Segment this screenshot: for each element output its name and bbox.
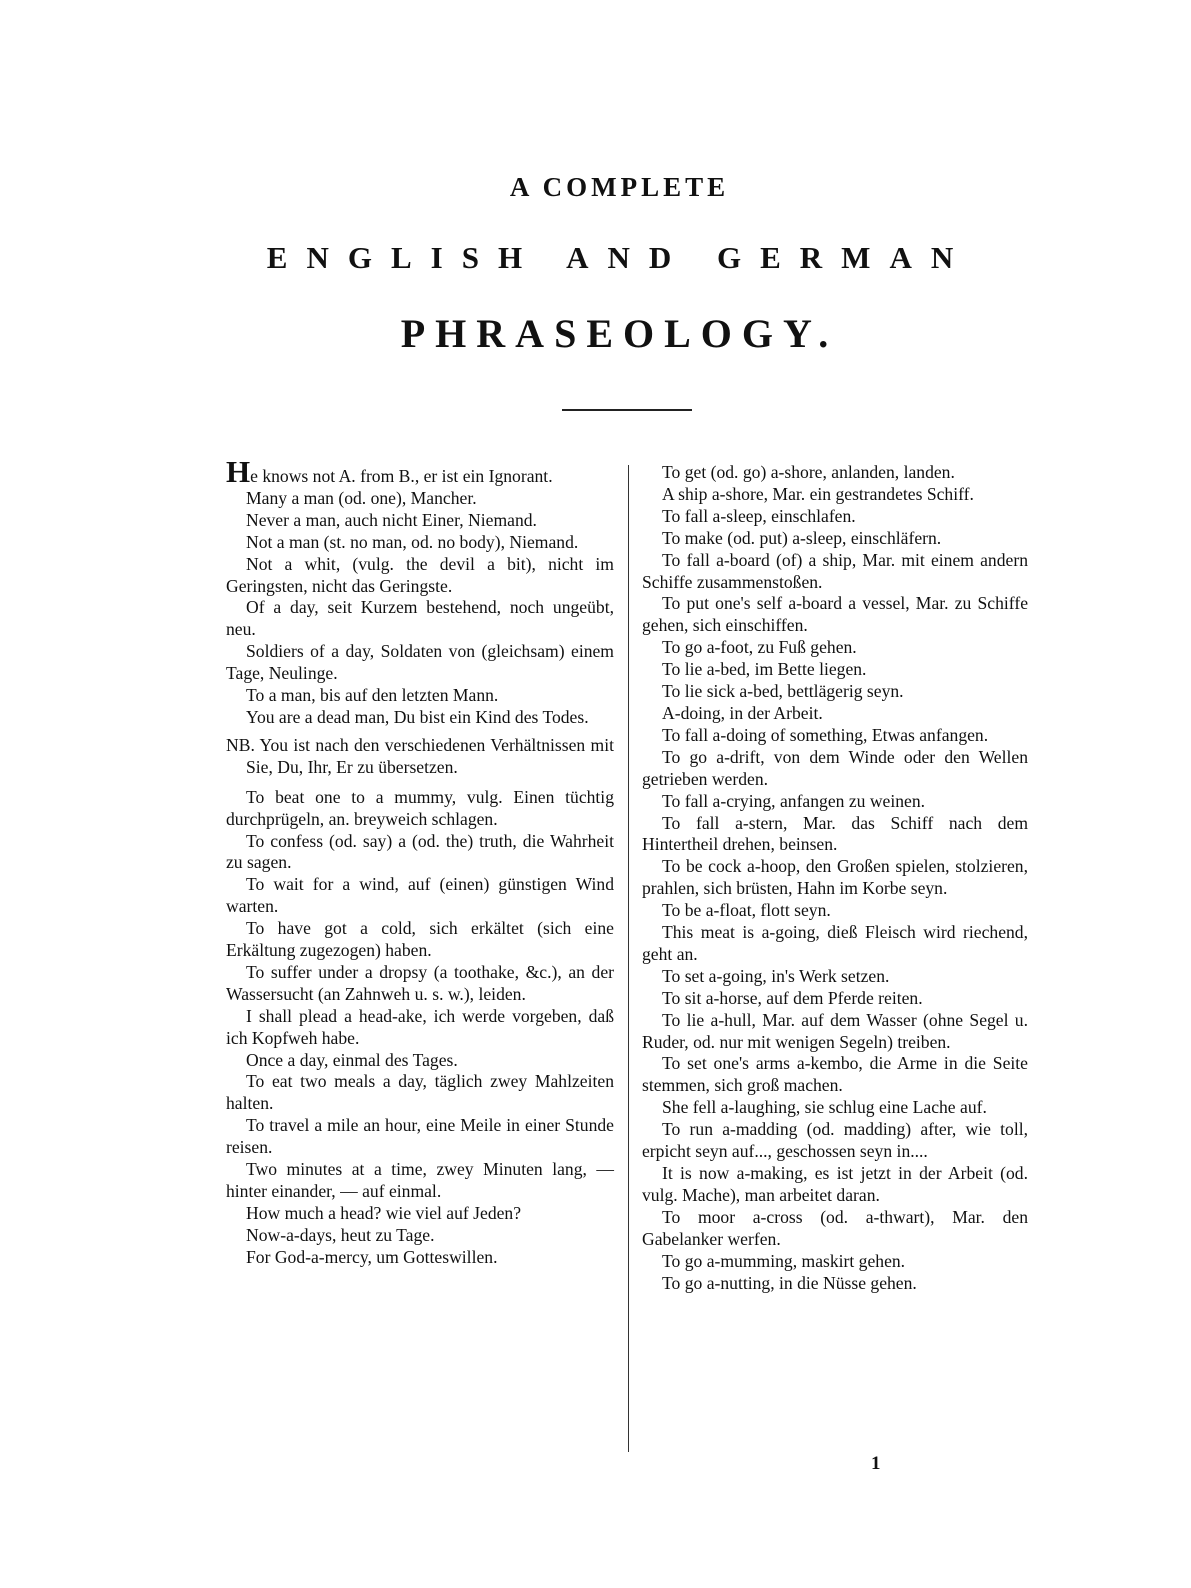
entry: Of a day, seit Kurzem bestehend, noch ungeübt, neu. bbox=[226, 597, 614, 640]
entry: To lie a-bed, im Bette liegen. bbox=[662, 659, 867, 680]
entry: This meat is a-going, dieß Fleisch wird riechend, geht an. bbox=[642, 922, 1028, 964]
entry: To moor a-cross (od. a-thwart), Mar. den Gabelanker werfen. bbox=[642, 1206, 1028, 1249]
entry: To beat one to a mummy, vulg. Einen tüchtig durchprügeln, an. breyweich schlagen. bbox=[226, 786, 614, 829]
entry: Two minutes at a time, zwey Minuten lang, — hinter einander, — auf einmal. bbox=[226, 1159, 614, 1201]
entry: To suffer under a dropsy (a toothake, &c.), an der Wassersucht (an Zahnweh u. s. w.), leiden. bbox=[226, 961, 614, 1004]
entry: To go a-mumming, maskirt gehen. bbox=[662, 1250, 906, 1271]
drop-cap: H bbox=[226, 454, 251, 489]
entry: How much a head? wie viel auf Jeden? bbox=[246, 1202, 522, 1223]
note-entry: NB. You ist nach den verschiedenen Verhältnissen mit Sie, Du, Ihr, Er zu übersetzen. bbox=[226, 734, 614, 777]
column-divider bbox=[628, 465, 629, 1452]
entry: Never a man, auch nicht Einer, Niemand. bbox=[246, 509, 537, 530]
entry: To set one's arms a-kembo, die Arme in die Seite stemmen, sich groß machen. bbox=[642, 1053, 1028, 1096]
entry: To lie sick a-bed, bettlägerig seyn. bbox=[662, 681, 904, 702]
first-entry-text: e knows not A. from B., er ist ein Ignorant. bbox=[250, 466, 553, 486]
title-line-3: PHRASEOLOGY. bbox=[400, 311, 839, 356]
entry: To fall a-stern, Mar. das Schiff nach dem Hintertheil drehen, beinsen. bbox=[642, 812, 1028, 855]
page-number: 1 bbox=[871, 1453, 881, 1474]
right-column bbox=[642, 462, 1028, 1294]
entry: I shall plead a head-ake, ich werde vorgeben, daß ich Kopfweh habe. bbox=[226, 1005, 614, 1048]
entry: To make (od. put) a-sleep, einschläfern. bbox=[662, 527, 942, 548]
entry: To go a-foot, zu Fuß gehen. bbox=[662, 637, 857, 658]
entry: To get (od. go) a-shore, anlanden, landen. bbox=[662, 462, 955, 482]
entry: To fall a-sleep, einschlafen. bbox=[662, 505, 856, 526]
entry: To travel a mile an hour, eine Meile in einer Stunde reisen. bbox=[226, 1115, 614, 1158]
entry: To be a-float, flott seyn. bbox=[662, 900, 831, 921]
entry: Soldiers of a day, Soldaten von (gleichsam) einem Tage, Neulinge. bbox=[226, 641, 614, 684]
title-line-2: ENGLISH AND GERMAN bbox=[266, 240, 973, 275]
entry: To fall a-doing of something, Etwas anfangen. bbox=[662, 724, 989, 745]
entry: Once a day, einmal des Tages. bbox=[246, 1049, 458, 1070]
first-entry bbox=[226, 454, 614, 489]
entry: Now-a-days, heut zu Tage. bbox=[246, 1224, 435, 1245]
entry: It is now a-making, es ist jetzt in der Arbeit (od. vulg. Mache), man arbeitet daran. bbox=[642, 1163, 1028, 1205]
entry: For God-a-mercy, um Gotteswillen. bbox=[246, 1246, 498, 1267]
entry: To confess (od. say) a (od. the) truth, die Wahrheit zu sagen. bbox=[226, 830, 614, 873]
entry: A-doing, in der Arbeit. bbox=[662, 702, 823, 723]
entry: Not a man (st. no man, od. no body), Niemand. bbox=[246, 531, 579, 552]
entry: Many a man (od. one), Mancher. bbox=[246, 487, 477, 508]
entry: To go a-nutting, in die Nüsse gehen. bbox=[662, 1272, 917, 1293]
title-line-1: A COMPLETE bbox=[509, 172, 730, 202]
left-column bbox=[226, 454, 614, 1269]
entry: To go a-drift, von dem Winde oder den Wellen getrieben werden. bbox=[642, 746, 1028, 789]
entry: A ship a-shore, Mar. ein gestrandetes Schiff. bbox=[662, 483, 974, 504]
entry: Not a whit, (vulg. the devil a bit), nicht im Geringsten, nicht das Geringste. bbox=[226, 553, 614, 596]
entry: She fell a-laughing, sie schlug eine Lache auf. bbox=[662, 1097, 987, 1118]
entry: To sit a-horse, auf dem Pferde reiten. bbox=[662, 987, 923, 1008]
entry: To lie a-hull, Mar. auf dem Wasser (ohne Segel u. Ruder, od. nur mit wenigen Segeln) treiben. bbox=[642, 1009, 1028, 1052]
entry: To be cock a-hoop, den Großen spielen, stolzieren, prahlen, sich brüsten, Hahn im Korbe seyn. bbox=[642, 856, 1028, 899]
entry: To a man, bis auf den letzten Mann. bbox=[246, 685, 499, 706]
entry: To put one's self a-board a vessel, Mar. zu Schiffe gehen, sich einschiffen. bbox=[642, 593, 1028, 636]
entry: To run a-madding (od. madding) after, wie toll, erpicht seyn auf..., geschossen seyn in.... bbox=[642, 1119, 1028, 1162]
entry: To eat two meals a day, täglich zwey Mahlzeiten halten. bbox=[226, 1071, 614, 1114]
entry: To fall a-crying, anfangen zu weinen. bbox=[662, 790, 926, 811]
entry: To fall a-board (of) a ship, Mar. mit einem andern Schiffe zusammenstoßen. bbox=[642, 549, 1028, 592]
entry: To have got a cold, sich erkältet (sich eine Erkältung zugezogen) haben. bbox=[226, 918, 614, 961]
entry: To wait for a wind, auf (einen) günstigen Wind warten. bbox=[226, 874, 614, 917]
title-rule bbox=[562, 409, 692, 411]
entry: To set a-going, in's Werk setzen. bbox=[662, 965, 890, 986]
entry: You are a dead man, Du bist ein Kind des Todes. bbox=[246, 706, 589, 727]
